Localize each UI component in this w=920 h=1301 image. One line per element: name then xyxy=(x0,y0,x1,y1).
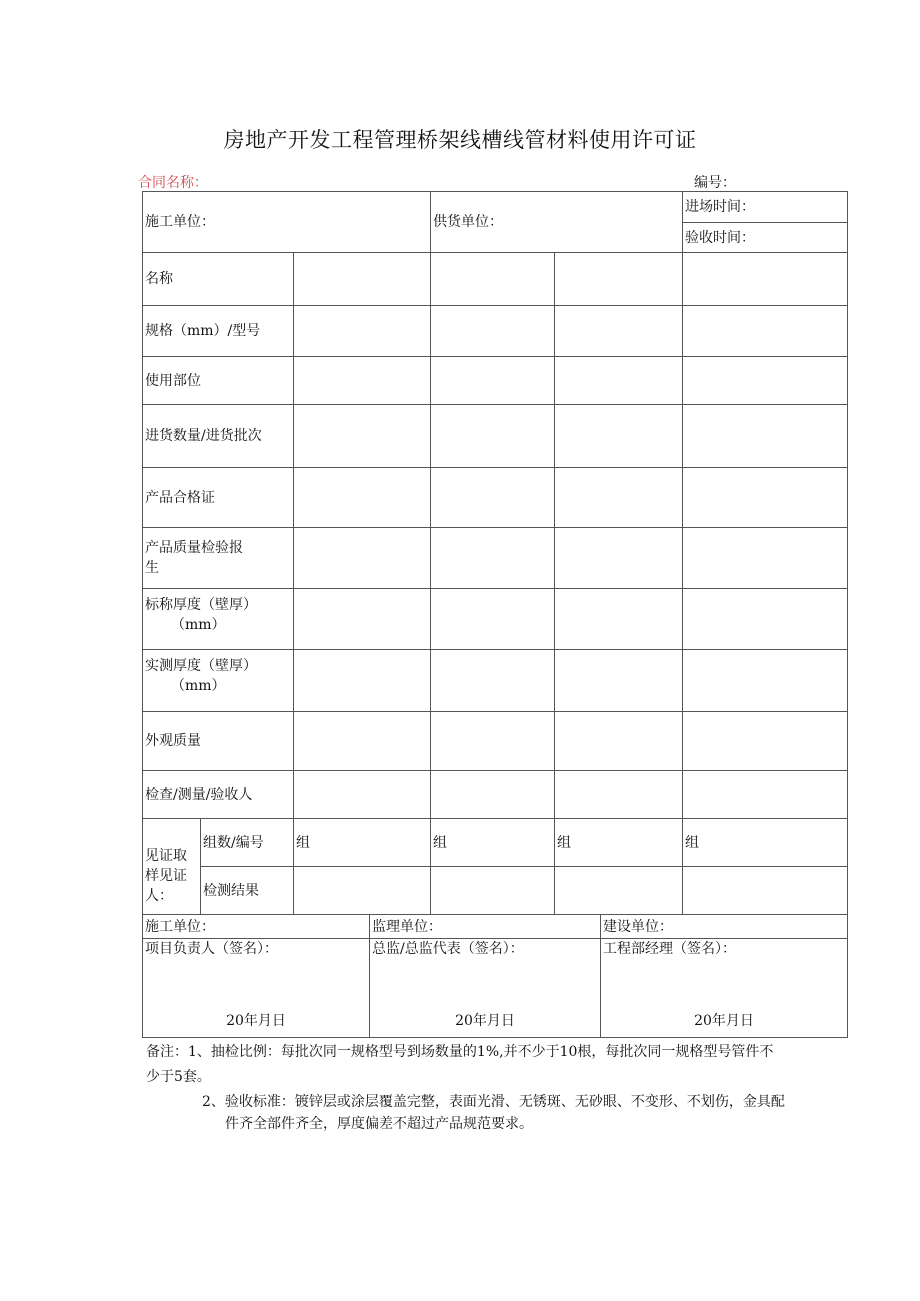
engineering-manager-signature-cell[interactable] xyxy=(601,939,848,1038)
table-cell[interactable] xyxy=(294,306,431,357)
note-line-4: 件齐全部件齐全，厚度偏差不超过产品规范要求。 xyxy=(225,1116,533,1132)
table-cell[interactable] xyxy=(683,528,848,589)
contractor-unit-label: 施工单位： xyxy=(145,214,215,230)
table-cell[interactable] xyxy=(431,253,555,306)
row-label-inspector: 检查/测量/验收人 xyxy=(143,771,294,819)
table-cell[interactable] xyxy=(683,253,848,306)
acceptance-time-cell[interactable] xyxy=(683,223,848,253)
table-cell[interactable] xyxy=(431,357,555,405)
sign-construction-unit: 建设单位： xyxy=(601,915,848,939)
nominal-thickness-unit: （mm） xyxy=(171,617,226,633)
nominal-thickness-line1: 标称厚度（壁厚） xyxy=(145,597,257,613)
table-cell[interactable] xyxy=(555,650,683,712)
sign-date: 20年月日 xyxy=(226,1013,286,1029)
group-cell[interactable]: 组 xyxy=(294,819,431,867)
note-line-2: 少于5套。 xyxy=(146,1069,211,1085)
serial-number-label: 编号： xyxy=(694,175,736,191)
row-label-inspection-report xyxy=(143,528,294,589)
row-label-certificate: 产品合格证 xyxy=(143,468,294,528)
table-cell[interactable] xyxy=(294,867,431,915)
table-cell[interactable] xyxy=(294,771,431,819)
group-cell[interactable]: 组 xyxy=(683,819,848,867)
entry-time-label: 进场时间： xyxy=(685,199,755,215)
row-label-spec: 规格（mm）/型号 xyxy=(143,306,294,357)
inspection-report-line1: 产品质量检验报 xyxy=(145,540,243,556)
acceptance-time-label: 验收时间： xyxy=(685,229,755,246)
table-cell[interactable] xyxy=(431,306,555,357)
sign-date: 20年月日 xyxy=(694,1013,754,1029)
table-cell[interactable] xyxy=(431,771,555,819)
group-cell[interactable]: 组 xyxy=(431,819,555,867)
table-cell[interactable] xyxy=(294,405,431,468)
row-label-name: 名称 xyxy=(143,253,294,306)
inspection-report-line2: 生 xyxy=(145,560,159,576)
group-number-label: 组数/编号 xyxy=(201,819,294,867)
table-cell[interactable] xyxy=(555,712,683,771)
engineering-manager-label: 工程部经理（签名）： xyxy=(603,941,736,957)
table-cell[interactable] xyxy=(555,589,683,650)
row-label-nominal-thickness xyxy=(143,589,294,650)
witness-label-line1: 见证取 xyxy=(145,847,187,864)
table-cell[interactable] xyxy=(431,468,555,528)
table-cell[interactable] xyxy=(431,589,555,650)
group-cell[interactable]: 组 xyxy=(555,819,683,867)
table-cell[interactable] xyxy=(683,405,848,468)
table-cell[interactable] xyxy=(683,468,848,528)
supplier-unit-cell[interactable] xyxy=(431,192,683,253)
table-cell[interactable] xyxy=(683,306,848,357)
material-permit-table xyxy=(142,191,848,915)
table-cell[interactable] xyxy=(555,306,683,357)
table-cell[interactable] xyxy=(683,867,848,915)
table-cell[interactable] xyxy=(555,528,683,589)
measured-thickness-unit: （mm） xyxy=(171,678,226,694)
table-cell[interactable] xyxy=(555,468,683,528)
measured-thickness-line1: 实测厚度（壁厚） xyxy=(145,658,257,674)
table-cell[interactable] xyxy=(555,357,683,405)
table-cell[interactable] xyxy=(683,712,848,771)
table-cell[interactable] xyxy=(294,712,431,771)
project-manager-signature-cell[interactable] xyxy=(143,939,370,1038)
table-cell[interactable] xyxy=(683,771,848,819)
table-cell[interactable] xyxy=(294,589,431,650)
table-cell[interactable] xyxy=(683,357,848,405)
table-cell[interactable] xyxy=(294,253,431,306)
witness-label-line3: 人： xyxy=(145,887,173,904)
sign-supervision-unit: 监理单位： xyxy=(370,915,601,939)
table-cell[interactable] xyxy=(555,405,683,468)
sign-contractor-unit: 施工单位： xyxy=(143,915,370,939)
sign-date: 20年月日 xyxy=(455,1013,515,1029)
chief-supervisor-label: 总监/总监代表（签名）： xyxy=(372,941,524,957)
table-cell[interactable] xyxy=(431,650,555,712)
table-cell[interactable] xyxy=(431,405,555,468)
row-label-measured-thickness xyxy=(143,650,294,712)
chief-supervisor-signature-cell[interactable] xyxy=(370,939,601,1038)
table-cell[interactable] xyxy=(431,867,555,915)
witness-label xyxy=(143,819,201,915)
note-line-1: 备注：1、抽检比例：每批次同一规格型号到场数量的1%,并不少于10根，每批次同一规格型号管件不 xyxy=(146,1044,774,1060)
table-cell[interactable] xyxy=(555,867,683,915)
table-cell[interactable] xyxy=(294,528,431,589)
contractor-unit-cell[interactable] xyxy=(143,192,431,253)
table-cell[interactable] xyxy=(431,712,555,771)
project-manager-label: 项目负责人（签名）： xyxy=(145,941,278,957)
row-label-usage-location: 使用部位 xyxy=(143,357,294,405)
supplier-unit-label: 供货单位： xyxy=(433,214,503,230)
page-title: 房地产开发工程管理桥架线槽线管材料使用许可证 xyxy=(223,128,697,152)
contract-name-label: 合同名称： xyxy=(138,175,208,191)
witness-label-line2: 样见证 xyxy=(145,867,187,884)
signature-table xyxy=(142,914,848,1038)
table-cell[interactable] xyxy=(294,468,431,528)
note-line-3: 2、验收标准：镀锌层或涂层覆盖完整，表面光滑、无锈斑、无砂眼、不变形、不划伤，金具配 xyxy=(202,1094,785,1110)
row-label-quantity: 进货数量/进货批次 xyxy=(143,405,294,468)
table-cell[interactable] xyxy=(294,357,431,405)
table-cell[interactable] xyxy=(683,589,848,650)
table-cell[interactable] xyxy=(294,650,431,712)
table-cell[interactable] xyxy=(683,650,848,712)
test-result-label: 检测结果 xyxy=(201,867,294,915)
table-cell[interactable] xyxy=(555,771,683,819)
table-cell[interactable] xyxy=(431,528,555,589)
table-cell[interactable] xyxy=(555,253,683,306)
row-label-appearance: 外观质量 xyxy=(143,712,294,771)
entry-time-cell[interactable] xyxy=(683,192,848,223)
